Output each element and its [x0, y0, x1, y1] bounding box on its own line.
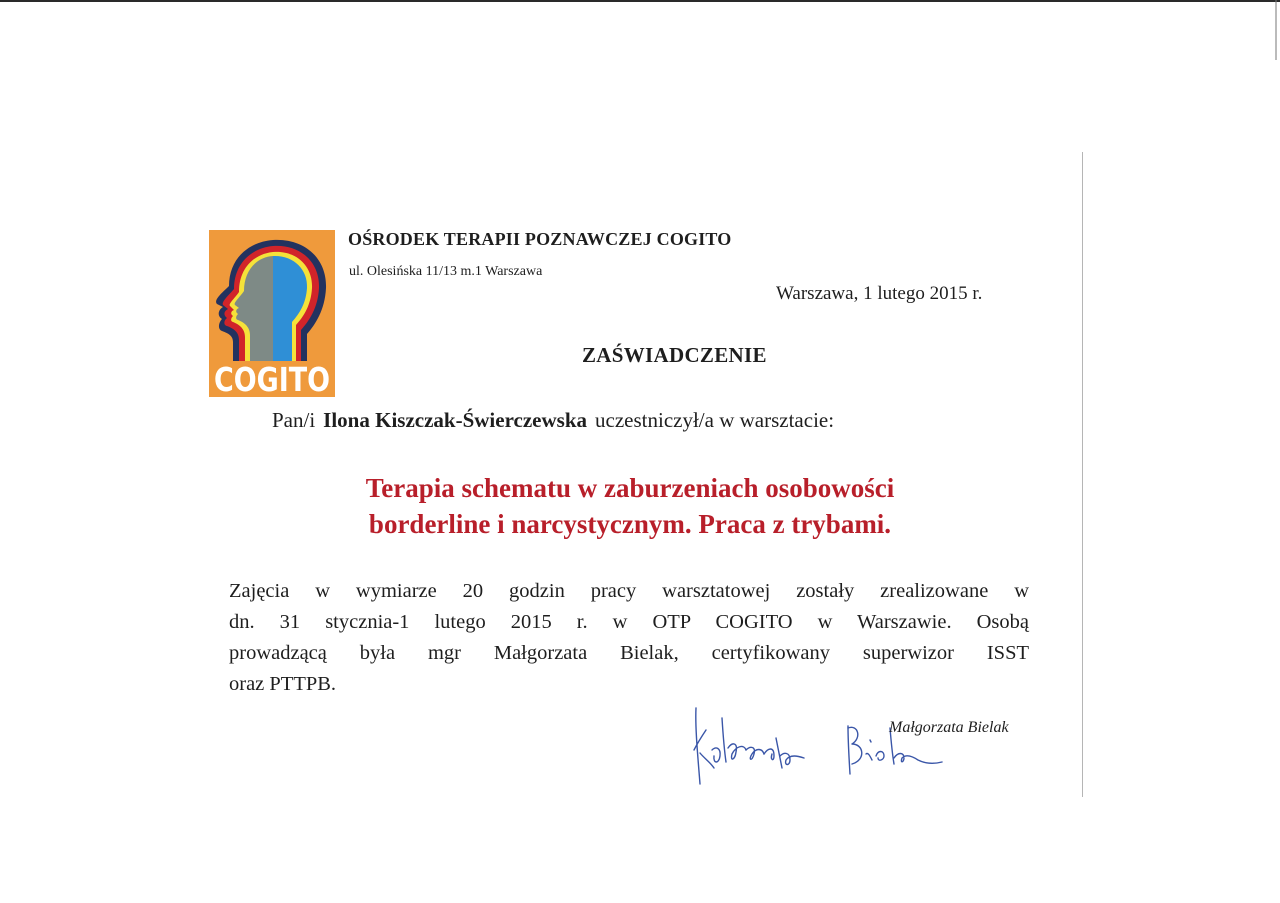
- signer-name: Małgorzata Bielak: [889, 719, 1009, 736]
- attendee-line: [272, 408, 834, 433]
- cogito-logo: [209, 230, 335, 397]
- logo-wordmark: COGITO: [214, 360, 330, 399]
- workshop-title: [240, 470, 1020, 542]
- organization-name: OŚRODEK TERAPII POZNAWCZEJ COGITO: [348, 229, 732, 249]
- workshop-title-line: borderline i narcystycznym. Praca z trybami.: [368, 509, 892, 539]
- attendee-name: Ilona Kiszczak-Świerczewska: [323, 408, 588, 432]
- body-line: Zajęcia w wymiarze 20 godzin pracy warsztatowej zostały zrealizowane w: [229, 580, 1029, 602]
- place-and-date: Warszawa, 1 lutego 2015 r.: [776, 283, 983, 304]
- scan-edge-mark: [1275, 0, 1277, 60]
- attendee-suffix: uczestniczył/a w warsztacie:: [595, 408, 835, 432]
- body-line: prowadzącą była mgr Małgorzata Bielak, certyfikowany superwizor ISST: [229, 642, 1029, 664]
- certificate-body: [229, 576, 1029, 700]
- organization-address: ul. Olesińska 11/13 m.1 Warszawa: [349, 264, 543, 279]
- scan-top-edge: [0, 0, 1280, 2]
- page-right-edge: [1082, 152, 1083, 797]
- handwritten-signature: [686, 698, 956, 790]
- attendee-prefix: Pan/i: [272, 408, 316, 432]
- body-line: dn. 31 stycznia-1 lutego 2015 r. w OTP COGITO w Warszawie. Osobą: [229, 611, 1029, 633]
- workshop-title-line: Terapia schematu w zaburzeniach osobowości: [365, 473, 895, 503]
- body-line: oraz PTTPB.: [229, 673, 337, 695]
- document-title: ZAŚWIADCZENIE: [582, 343, 767, 367]
